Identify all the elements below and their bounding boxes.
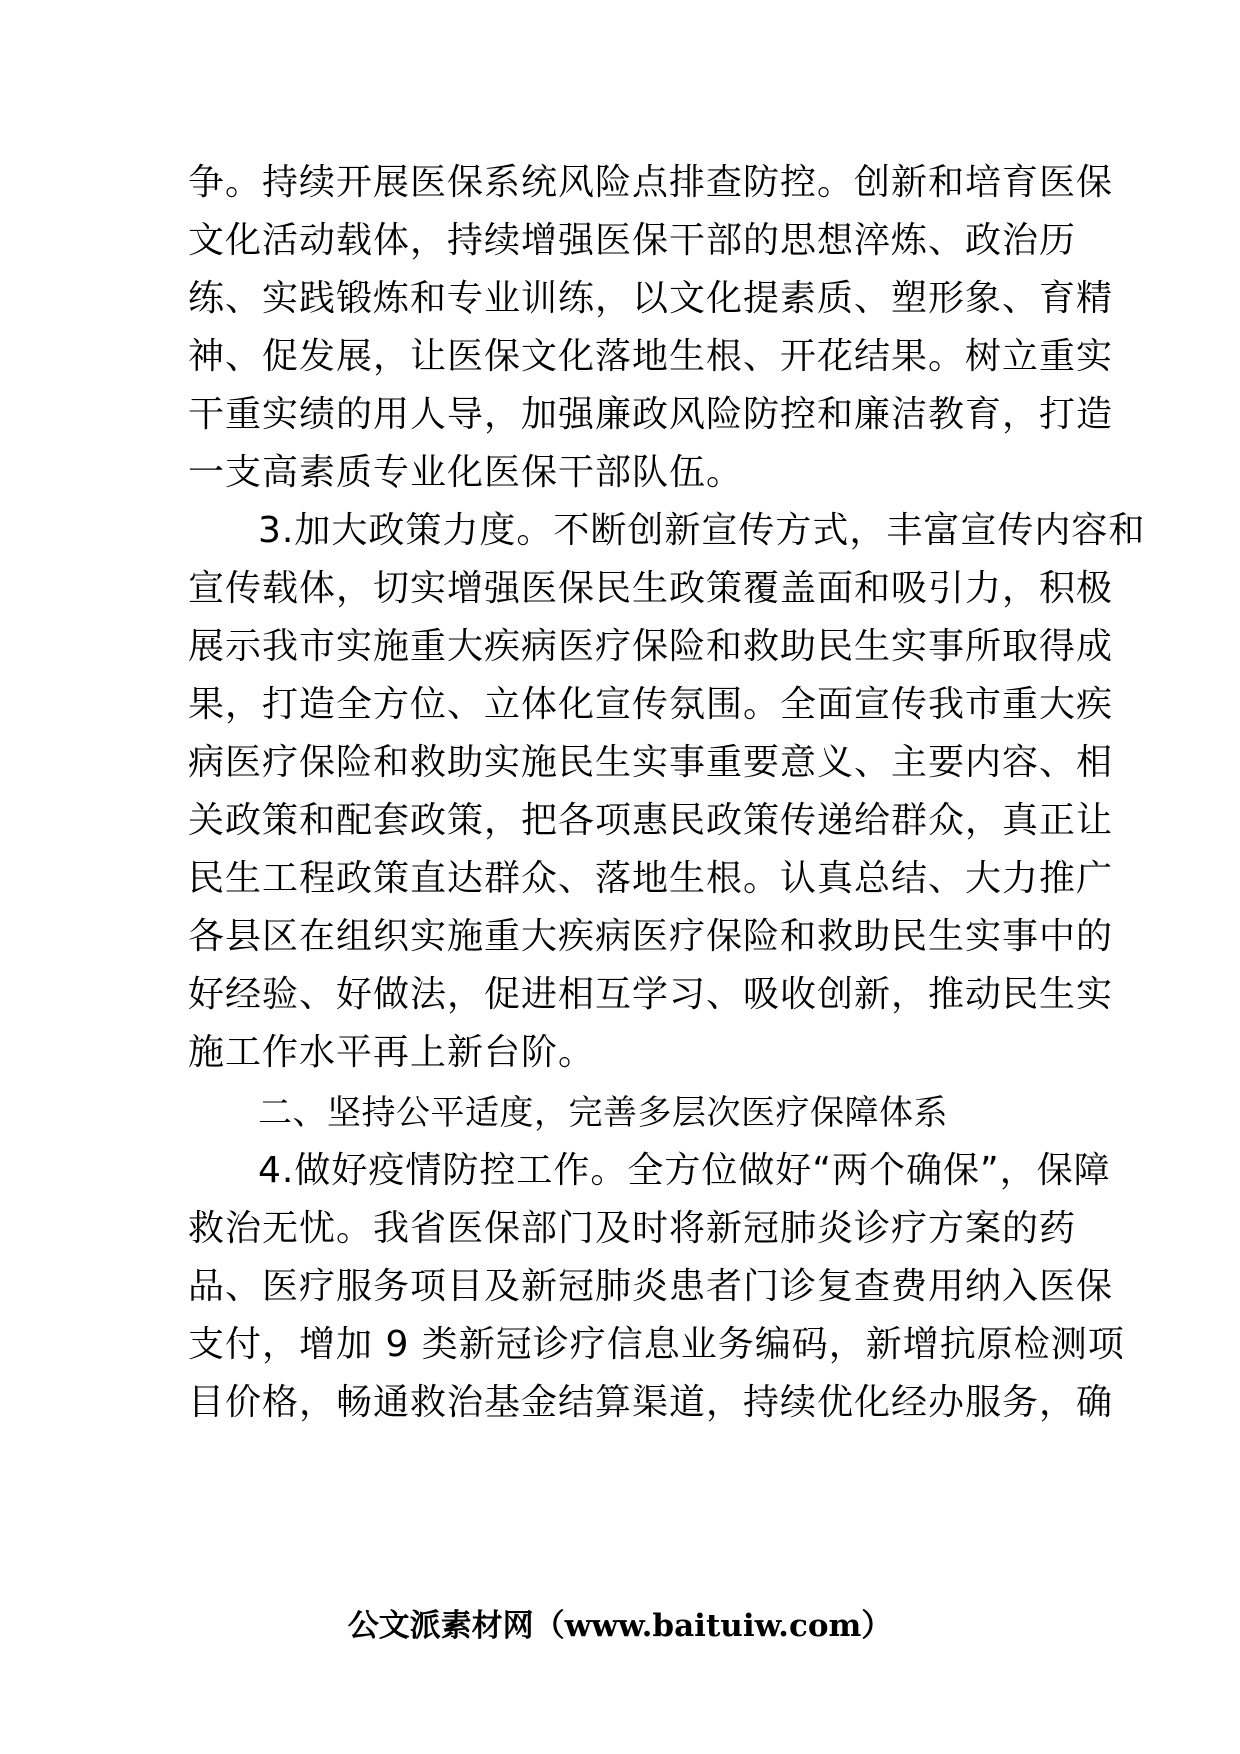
body-line-13: 民生工程政策直达群众、落地生根。认真总结、大力推广 xyxy=(188,858,1114,899)
section-3-first-line: 3.加大政策力度。不断创新宣传方式，丰富宣传内容和 xyxy=(258,510,1146,551)
body-line-3: 练、实践锻炼和专业训练，以文化提素质、塑形象、育精 xyxy=(188,278,1114,319)
footer-watermark-text: 公文派素材网（www.baituiw.com） xyxy=(347,1608,893,1644)
section-4-first-line: 4.做好疫情防控工作。全方位做好“两个确保”，保障 xyxy=(258,1150,1111,1191)
body-line-15: 好经验、好做法，促进相互学习、吸收创新，推动民生实 xyxy=(188,974,1114,1015)
body-line-11: 病医疗保险和救助实施民生实事重要意义、主要内容、相 xyxy=(188,742,1114,783)
body-line-4: 神、促发展，让医保文化落地生根、开花结果。树立重实 xyxy=(188,336,1114,377)
body-line-22: 目价格，畅通救治基金结算渠道，持续优化经办服务，确 xyxy=(188,1382,1114,1423)
body-line-9: 展示我市实施重大疾病医疗保险和救助民生实事所取得成 xyxy=(188,626,1114,667)
body-line-12: 关政策和配套政策，把各项惠民政策传递给群众，真正让 xyxy=(188,800,1114,841)
body-line-5: 干重实绩的用人导，加强廉政风险防控和廉洁教育，打造 xyxy=(188,394,1114,435)
body-line-20: 品、医疗服务项目及新冠肺炎患者门诊复查费用纳入医保 xyxy=(188,1266,1114,1307)
body-line-1: 争。持续开展医保系统风险点排查防控。创新和培育医保 xyxy=(188,162,1114,203)
body-line-14: 各县区在组织实施重大疾病医疗保险和救助民生实事中的 xyxy=(188,916,1114,957)
body-line-8: 宣传载体，切实增强医保民生政策覆盖面和吸引力，积极 xyxy=(188,568,1114,609)
body-line-10: 果，打造全方位、立体化宣传氛围。全面宣传我市重大疾 xyxy=(188,684,1114,725)
body-line-21: 支付，增加 9 类新冠诊疗信息业务编码，新增抗原检测项 xyxy=(188,1324,1125,1365)
body-line-19: 救治无忧。我省医保部门及时将新冠肺炎诊疗方案的药 xyxy=(188,1208,1077,1249)
section-heading: 二、坚持公平适度，完善多层次医疗保障体系 xyxy=(258,1093,948,1133)
body-line-16: 施工作水平再上新台阶。 xyxy=(188,1032,596,1073)
body-line-6: 一支高素质专业化医保干部队伍。 xyxy=(188,452,744,493)
body-line-2: 文化活动载体，持续增强医保干部的思想淬炼、政治历 xyxy=(188,220,1077,261)
